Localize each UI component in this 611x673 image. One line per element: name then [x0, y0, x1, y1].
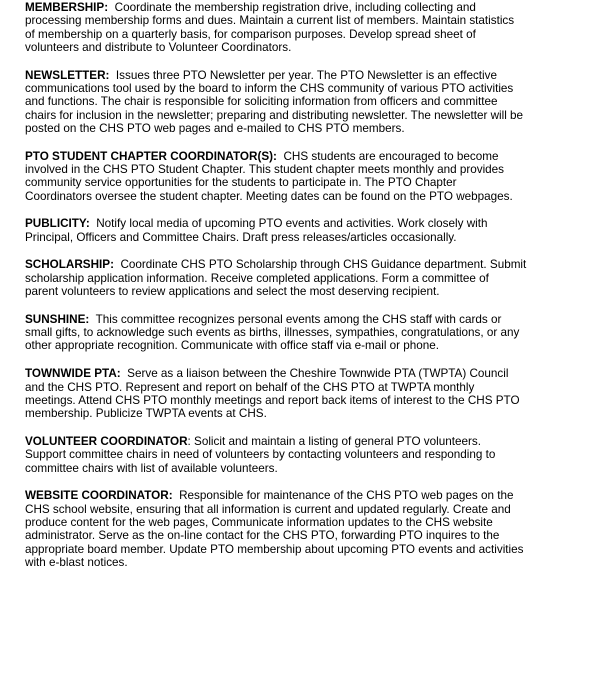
section-newsletter [25, 69, 593, 135]
section-text: : Solicit and maintain a listing of general PTO volunteers. [187, 434, 481, 448]
section-first-line [25, 258, 593, 271]
section-text: and the CHS PTO. Represent and report on behalf of the CHS PTO at TWPTA monthly [25, 380, 475, 394]
section-text: meetings. Attend CHS PTO monthly meetings and report back items of interest to the CHS PTO [25, 393, 520, 407]
section-term: NEWSLETTER: [25, 68, 110, 82]
section-first-line [25, 367, 593, 380]
section-text: parent volunteers to review applications and select the most deserving recipient. [25, 285, 440, 299]
section-term: PUBLICITY: [25, 217, 90, 231]
section-first-line [25, 150, 593, 163]
section-sunshine [25, 313, 593, 353]
section-first-line [25, 1, 593, 14]
section-text: community service opportunities for the students to participate in. The PTO Chapter [25, 176, 457, 190]
section-first-line [25, 313, 593, 326]
section-text: Serve as a liaison between the Cheshire Townwide PTA (TWPTA) Council [127, 367, 509, 381]
section-townwide-pta [25, 367, 593, 420]
section-text: Coordinators oversee the student chapter. Meeting dates can be found on the PTO webpages. [25, 189, 513, 203]
section-text: communications tool used by the board to inform the CHS community of various PTO activities [25, 81, 514, 95]
section-text: Support committee chairs in need of volunteers by contacting volunteers and responding to [25, 448, 496, 462]
section-text: processing membership forms and dues. Maintain a current list of members. Maintain statistics [25, 14, 515, 28]
section-text: of membership on a quarterly basis, for comparison purposes. Develop spread sheet of [25, 27, 476, 41]
section-term: VOLUNTEER COORDINATOR [25, 434, 188, 448]
section-text: CHS students are encouraged to become [283, 149, 499, 163]
section-term: WEBSITE COORDINATOR: [25, 489, 173, 503]
section-text: and functions. The chair is responsible for soliciting information from officers and committee [25, 95, 498, 109]
section-first-line [25, 217, 593, 230]
section-text: with e-blast notices. [25, 555, 128, 569]
section-text: appropriate board member. Update PTO membership about upcoming PTO events and activities [25, 542, 524, 556]
section-first-line [25, 435, 593, 448]
section-text: CHS school website, ensuring that all information is current and updated regularly. Create and [25, 502, 511, 516]
section-term: SCHOLARSHIP: [25, 258, 114, 272]
section-text: Coordinate the membership registration drive, including collecting and [114, 1, 476, 14]
section-text: administrator. Serve as the on-line contact for the CHS PTO, forwarding PTO inquires to the [25, 529, 500, 543]
section-first-line [25, 489, 593, 502]
section-publicity [25, 217, 593, 244]
section-text: committee chairs with list of available volunteers. [25, 461, 278, 475]
section-student-chapter [25, 150, 593, 203]
section-membership [25, 1, 593, 54]
section-text: scholarship application information. Receive completed applications. Form a committee of [25, 271, 489, 285]
section-text: chairs for inclusion in the newsletter; preparing and distributing newsletter. The newsletter will be [25, 108, 524, 122]
section-text: Notify local media of upcoming PTO events and activities. Work closely with [96, 217, 488, 231]
section-website-coordinator [25, 489, 593, 569]
section-term: SUNSHINE: [25, 312, 90, 326]
section-term: PTO STUDENT CHAPTER COORDINATOR(S): [25, 149, 277, 163]
section-text: involved in the CHS PTO Student Chapter. This student chapter meets monthly and provides [25, 162, 505, 176]
section-text: membership. Publicize TWPTA events at CHS. [25, 407, 267, 421]
section-scholarship [25, 258, 593, 298]
section-text: other appropriate recognition. Communicate with office staff via e-mail or phone. [25, 339, 440, 353]
section-term: TOWNWIDE PTA: [25, 367, 121, 381]
section-first-line [25, 69, 593, 82]
section-volunteer-coordinator [25, 435, 593, 475]
section-text: Issues three PTO Newsletter per year. The PTO Newsletter is an effective [115, 68, 497, 82]
section-text: Coordinate CHS PTO Scholarship through CHS Guidance department. Submit [120, 258, 527, 272]
document-page [25, 1, 593, 584]
section-text: Responsible for maintenance of the CHS PTO web pages on the [179, 489, 514, 503]
section-text: produce content for the web pages, Communicate information updates to the CHS website [25, 515, 493, 529]
section-text: This committee recognizes personal events among the CHS staff with cards or [95, 312, 502, 326]
section-term: MEMBERSHIP: [25, 1, 109, 14]
section-text: Principal, Officers and Committee Chairs. Draft press releases/articles occasionally. [25, 230, 457, 244]
section-text: volunteers and distribute to Volunteer Coordinators. [25, 40, 292, 54]
section-text: small gifts, to acknowledge such events as births, illnesses, sympathies, congratulations, or any [25, 326, 520, 340]
section-text: posted on the CHS PTO web pages and e-mailed to CHS PTO members. [25, 121, 405, 135]
